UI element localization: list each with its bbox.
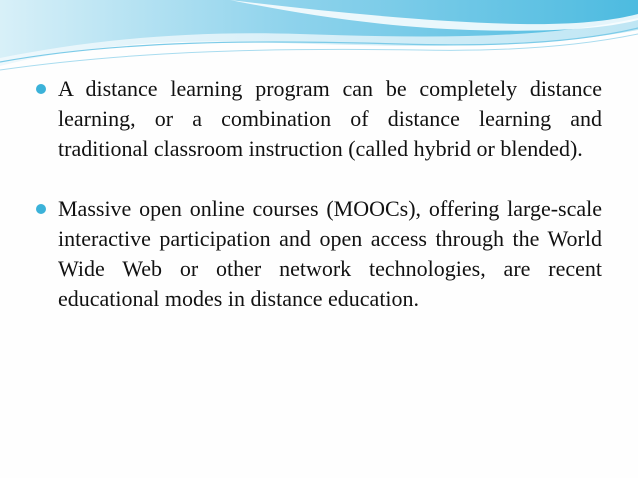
- decorative-wave-header: [0, 0, 638, 80]
- bullet-dot-icon: [36, 204, 46, 214]
- bullet-item: [36, 74, 602, 164]
- bullet-item: [36, 194, 602, 314]
- bullet-text: A distance learning program can be completely distance learning, or a combination of distance learning and traditional classroom instruction (called hybrid or blended).: [58, 76, 602, 161]
- bullet-text: Massive open online courses (MOOCs), offering large-scale interactive participation and open access through the World Wide Web or other network technologies, are recent educational modes in distance education.: [58, 196, 602, 311]
- slide-content: [36, 74, 602, 314]
- bullet-dot-icon: [36, 84, 46, 94]
